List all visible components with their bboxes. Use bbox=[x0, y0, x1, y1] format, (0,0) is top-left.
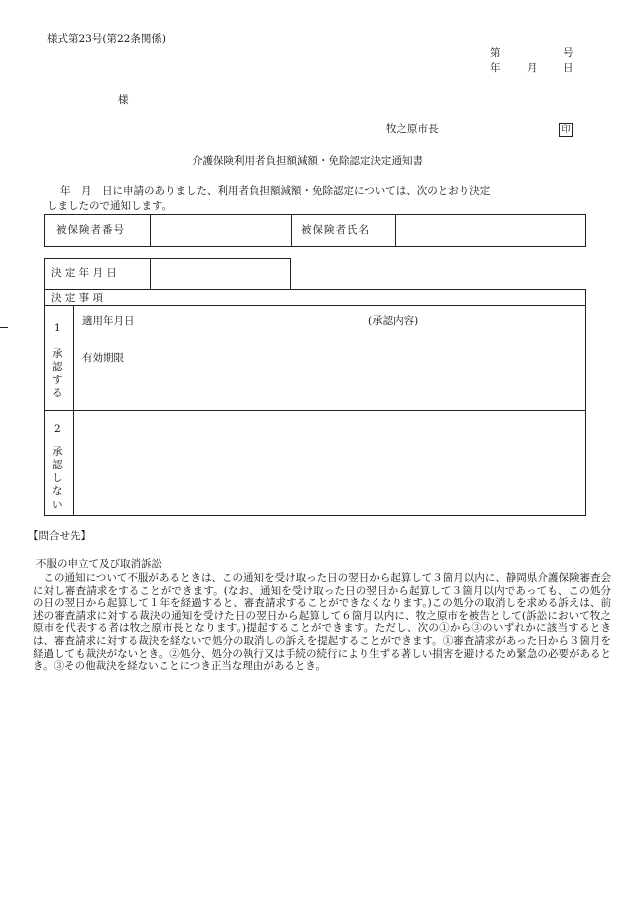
approval-content-label: (承認内容) bbox=[368, 315, 419, 327]
form-number: 様式第23号(第22条関係) bbox=[47, 33, 166, 45]
deny-vertical-label bbox=[52, 446, 63, 512]
deny-char: い bbox=[52, 498, 63, 511]
deny-char: な bbox=[52, 485, 63, 498]
approve-vertical-label bbox=[52, 348, 63, 401]
deny-char: し bbox=[52, 472, 63, 485]
seal-stamp: 印 bbox=[559, 123, 573, 137]
appeal-body: この通知について不服があるときは、この通知を受け取った日の翌日から起算して３箇月以内に、静岡県介護保険審査会に対し審査請求をすることができます。(なお、通知を受け取った日の翌日から起算して３箇月以内であっても、この処分の日の翌日から起算して１年を経過すると、審査請求することができなくなります。)この処分の取消しを求める訴えは、前述の審査請求に対する裁決の通知を受けた日の翌日から起算して６箇月以内に、牧之原市を被告として(訴訟において牧之原市を代表する者は牧之原市長となります。)提起することができます。ただし、次の①から③のいずれかに該当するときは、審査請求に対する裁決を経ないで処分の取消しの訴えを提起することができます。①審査請求があった日から３箇月を経過しても裁決がないとき。②処分、処分の執行又は手続の続行により生ずる著しい損害を避けるため緊急の必要があるとき。③その他裁決を経ないことにつき正当な理由があるとき。 bbox=[33, 572, 611, 673]
divider bbox=[291, 214, 292, 247]
date-day: 日 bbox=[563, 62, 574, 74]
decision-date-label: 決 定 年 月 日 bbox=[51, 267, 117, 279]
doc-number-dai: 第 bbox=[490, 47, 501, 59]
issuer-name: 牧之原市長 bbox=[386, 123, 439, 135]
approve-number: 1 bbox=[54, 322, 61, 334]
divider bbox=[44, 410, 586, 411]
deny-char: 承 bbox=[52, 446, 63, 458]
divider bbox=[150, 214, 151, 247]
decision-items-label: 決 定 事 項 bbox=[51, 292, 104, 304]
insured-number-label: 被保険者番号 bbox=[56, 224, 125, 236]
approve-char: る bbox=[52, 387, 63, 400]
approve-char: 承 bbox=[52, 348, 63, 360]
date-year: 年 bbox=[490, 62, 501, 74]
appeal-heading: 不服の申立て及び取消訴訟 bbox=[36, 558, 162, 570]
insured-name-label: 被保険者氏名 bbox=[301, 224, 370, 236]
divider bbox=[150, 258, 151, 290]
approve-char: す bbox=[52, 374, 63, 387]
doc-number-go: 号 bbox=[563, 47, 574, 59]
approve-char: 認 bbox=[52, 361, 63, 374]
addressee-suffix: 様 bbox=[118, 94, 129, 106]
date-month: 月 bbox=[527, 62, 538, 74]
deny-number: 2 bbox=[54, 423, 61, 435]
deny-char: 認 bbox=[52, 459, 63, 472]
document-title: 介護保険利用者負担額減額・免除認定決定通知書 bbox=[192, 155, 423, 167]
contact-label: 【問合せ先】 bbox=[28, 530, 91, 542]
intro-line-2: しましたので通知します。 bbox=[47, 200, 173, 212]
intro-line-1: 年 月 日に申請のありました、利用者負担額減額・免除認定については、次のとおり決定 bbox=[60, 185, 491, 197]
divider bbox=[395, 214, 396, 247]
margin-mark bbox=[0, 327, 8, 328]
applicable-date-label: 適用年月日 bbox=[82, 315, 135, 327]
divider bbox=[44, 305, 586, 306]
validity-period-label: 有効期限 bbox=[82, 352, 124, 364]
